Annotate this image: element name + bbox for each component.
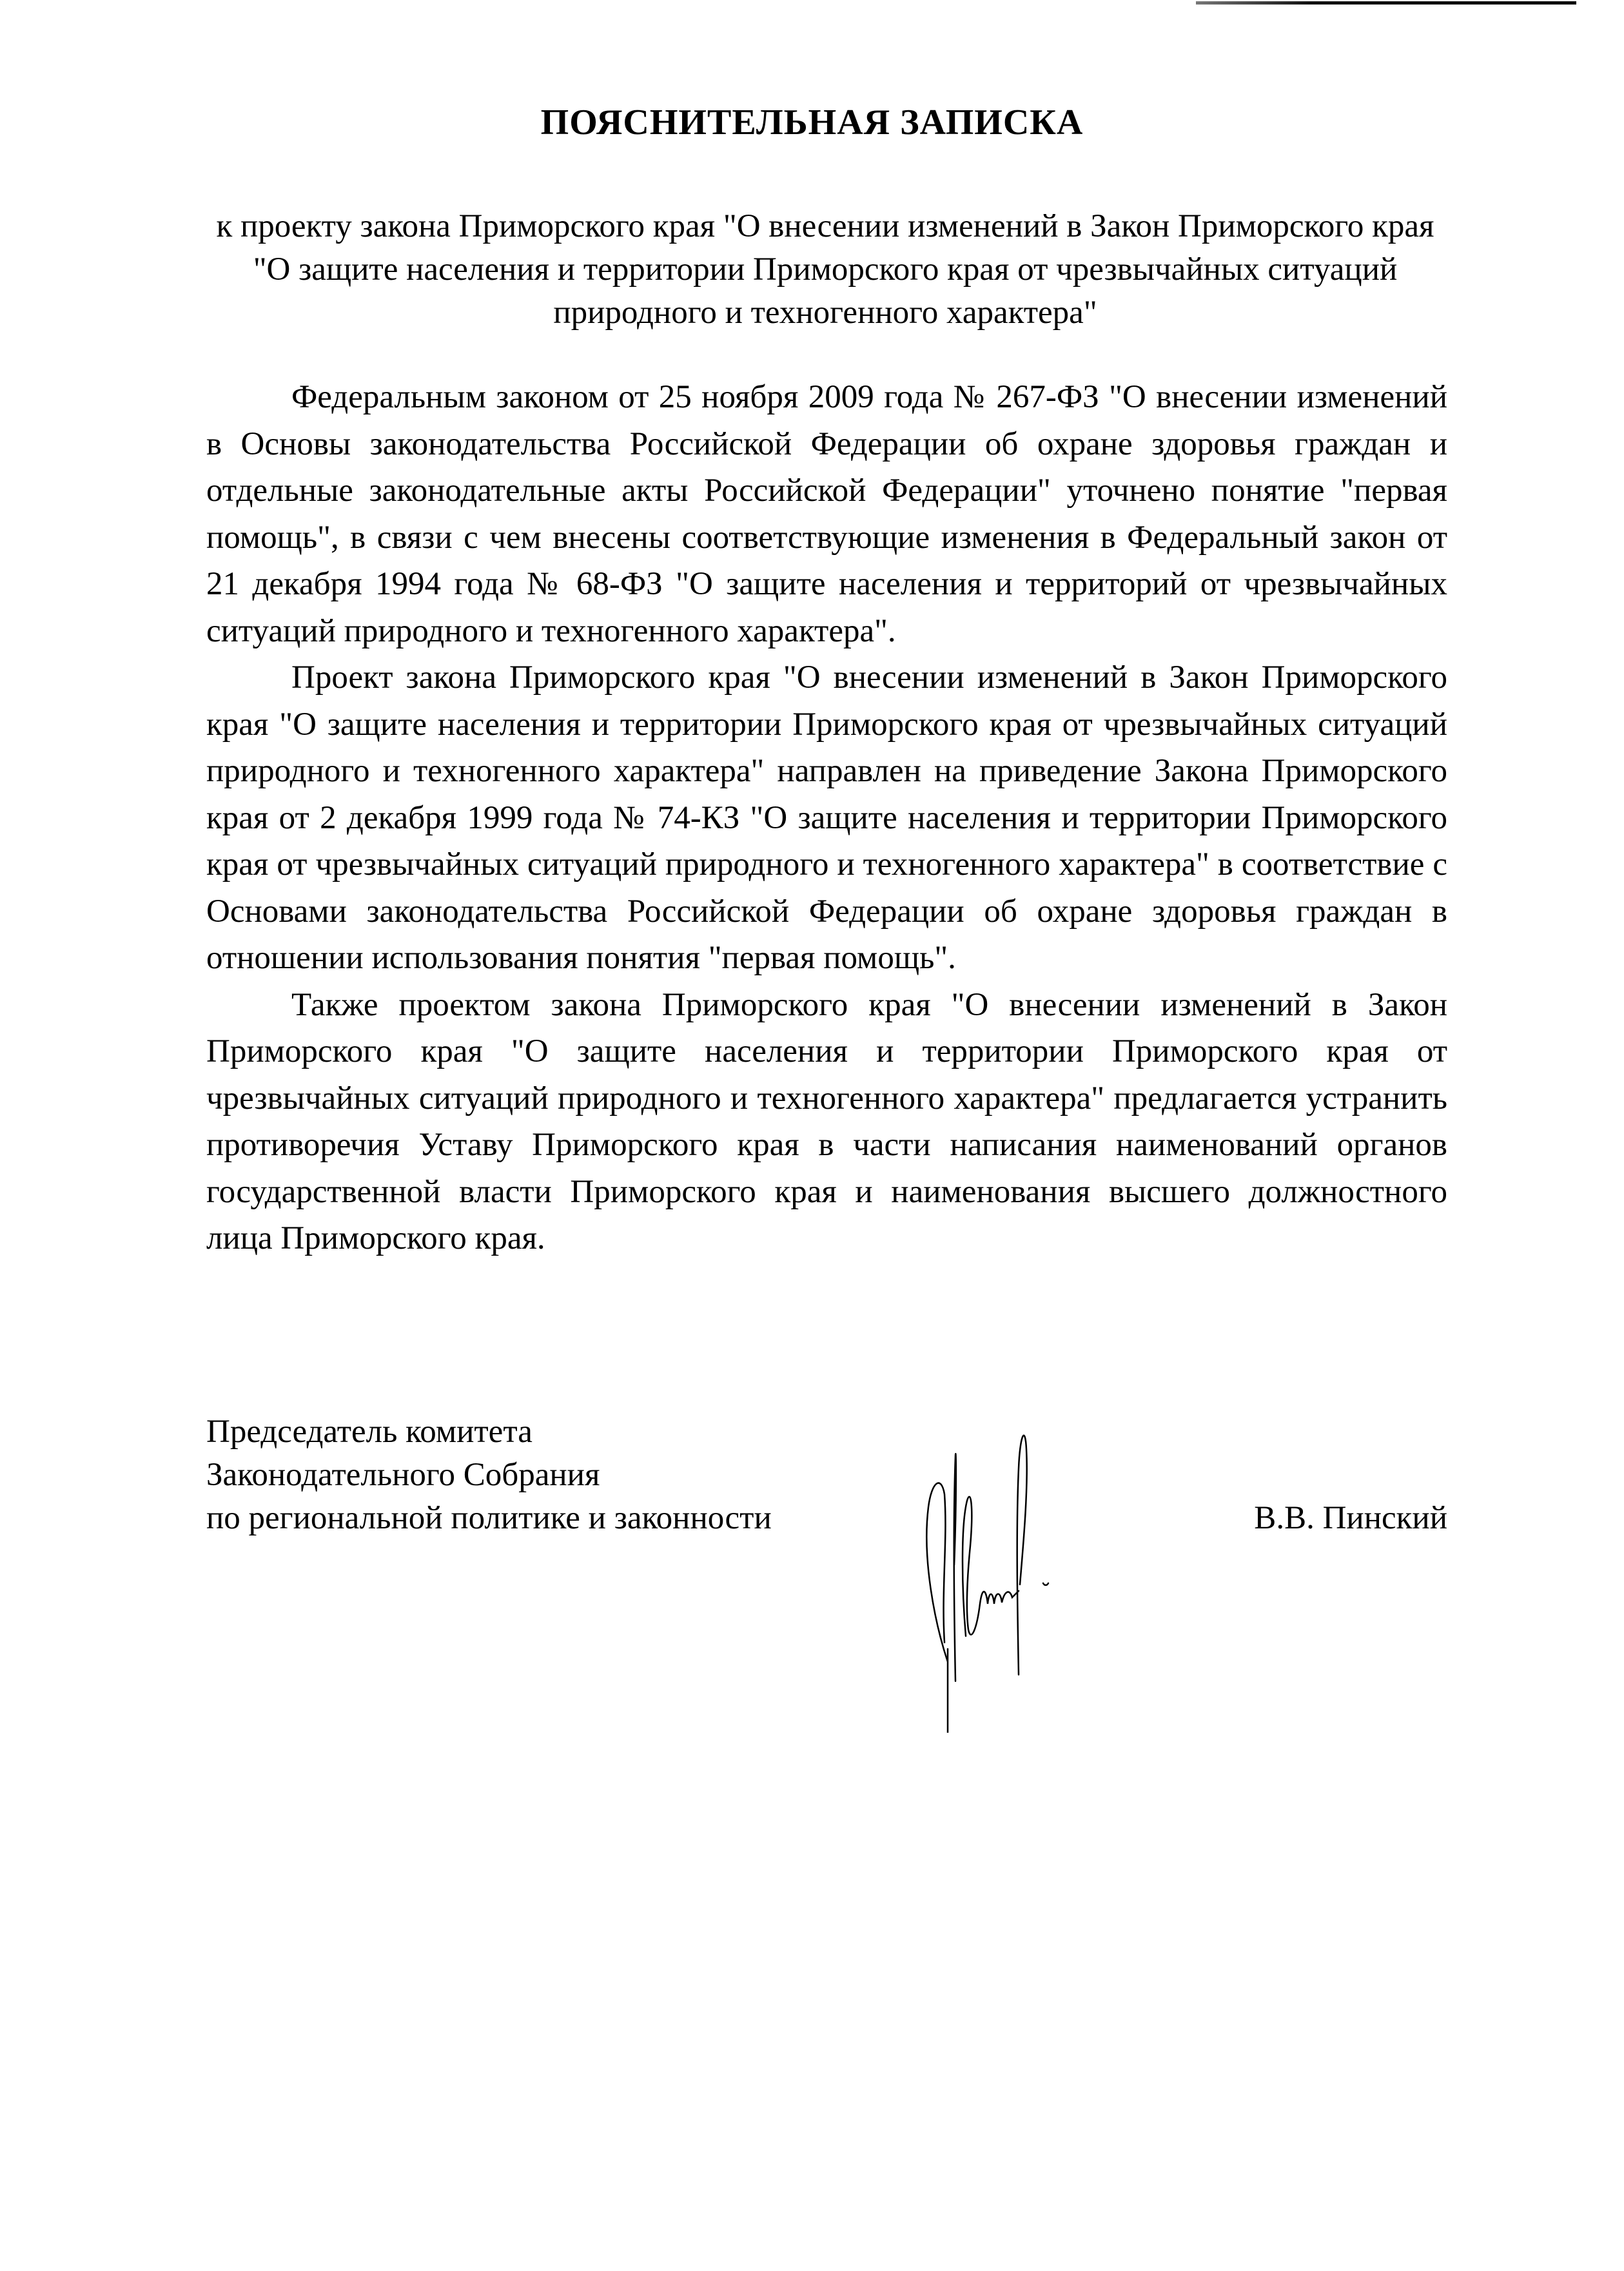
signatory-name: В.В. Пинский [1254,1500,1447,1536]
signature-block [206,1410,1447,1733]
handwritten-signature-icon [915,1398,1122,1733]
position-line-3: по региональной политике и законности [206,1500,772,1536]
paragraph-3: Также проектом закона Приморского края "О внесении изменений в Закон Приморского края "О защите населения и территории Приморского края от чрезвычайных ситуаций природного и техногенного характера" предлагается устранить противоречия Уставу Приморского края в части написания наименований органов государственной власти Приморского края и наименования высшего должностного лица Приморского края. [206,986,1447,1256]
scan-artifact-line [1196,1,1576,5]
paragraph-2: Проект закона Приморского края "О внесении изменений в Закон Приморского края "О защите населения и территории Приморского края от чрезвычайных ситуаций природного и техногенного характера" направлен на приведение Закона Приморского края от 2 декабря 1999 года № 74-КЗ "О защите населения и территории Приморского края от чрезвычайных ситуаций природного и техногенного характера" в соответствие с Основами законодательства Российской Федерации об охране здоровья граждан в отношении использования понятия "первая помощь". [206,659,1447,976]
document-title: ПОЯСНИТЕЛЬНАЯ ЗАПИСКА [540,102,1084,142]
signatory-position [206,1410,772,1540]
position-line-1: Председатель комитета [206,1414,533,1450]
document-subtitle: к проекту закона Приморского края "О внесении изменений в Закон Приморского края "О защите населения и территории Приморского края от чрезвычайных ситуаций природного и техногенного характера" [216,208,1434,331]
paragraph-1: Федеральным законом от 25 ноября 2009 года № 267-ФЗ "О внесении изменений в Основы законодательства Российской Федерации об охране здоровья граждан и отдельные законодательные акты Российской Федерации" уточнено понятие "первая помощь", в связи с чем внесены соответствующие изменения в Федеральный закон от 21 декабря 1994 года № 68-ФЗ "О защите населения и территорий от чрезвычайных ситуаций природного и техногенного характера". [206,379,1447,649]
document-body [206,374,1447,1262]
position-line-2: Законодательного Собрания [206,1457,600,1493]
